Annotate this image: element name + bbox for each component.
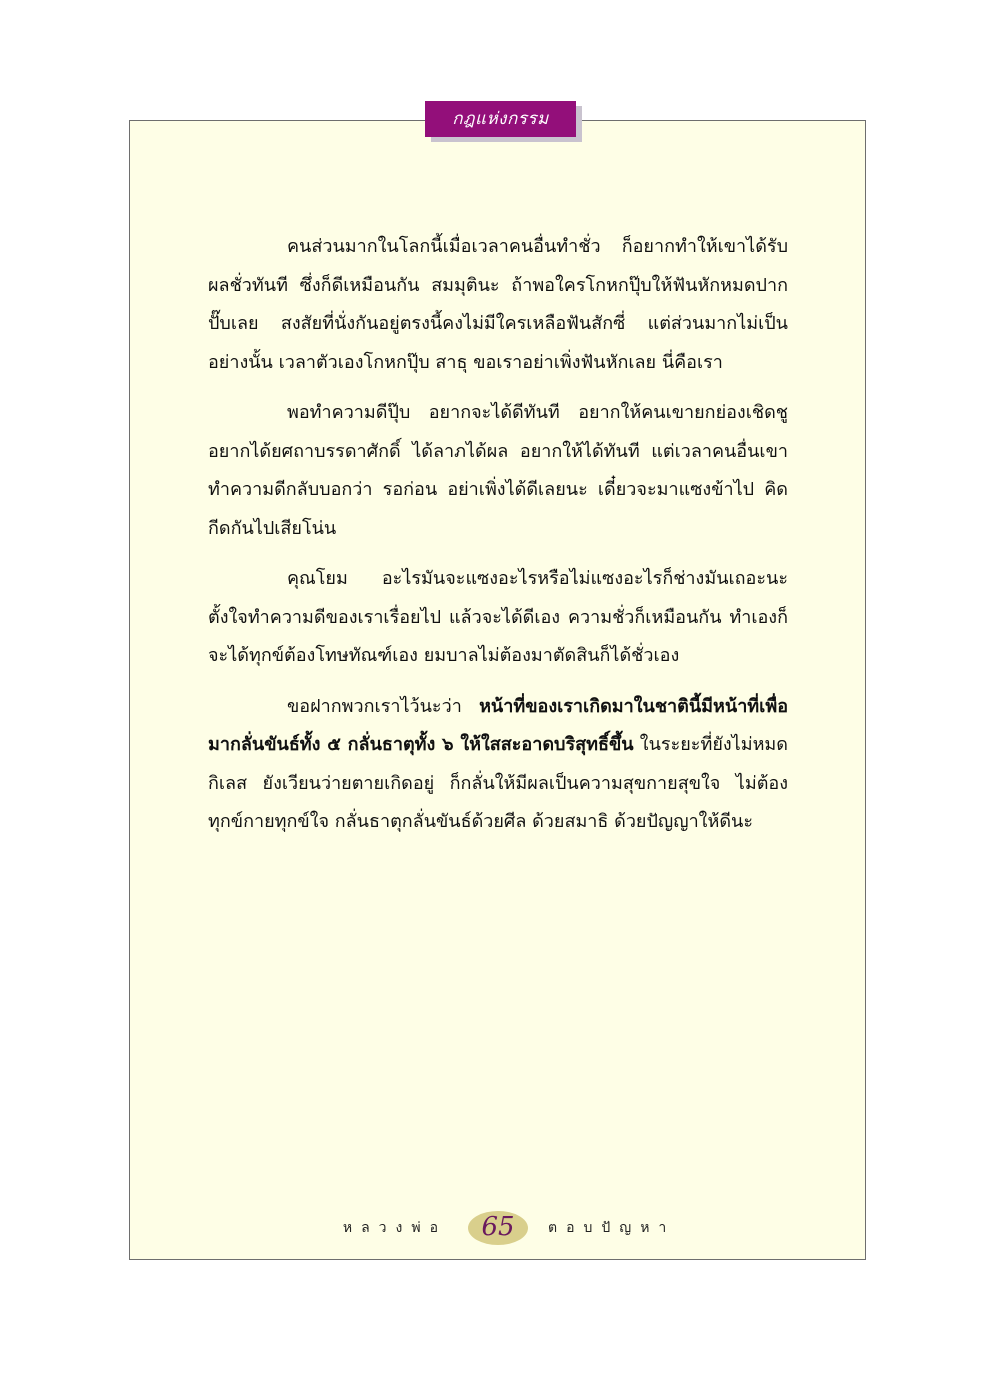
paragraph-4-rest: ในระยะที่ยังไม่หมดกิเลส ยังเวียนว่ายตายเกิดอยู่ ก็กลั่นให้มีผลเป็นความสุขกายสุขใจ ไม่ต้องทุกข์กายทุกข์ใจ กลั่นธาตุกลั่นขันธ์ด้วยศีล ด้วยสมาธิ ด้วยปัญญาให้ดีนะ xyxy=(208,734,788,832)
paragraph-1: คนส่วนมากในโลกนี้เมื่อเวลาคนอื่นทำชั่ว ก็อยากทำให้เขาได้รับผลชั่วทันที ซึ่งก็ดีเหมือนกัน สมมุตินะ ถ้าพอใครโกหกปุ๊บให้ฟันหักหมดปากปั๊บเลย สงสัยที่นั่งกันอยู่ตรงนี้คงไม่มีใครเหลือฟันสักซี่ แต่ส่วนมากไม่เป็นอย่างนั้น เวลาตัวเองโกหกปุ๊บ สาธุ ขอเราอย่าเพิ่งฟันหักเลย นี่คือเรา xyxy=(208,236,788,373)
footer-book-title-right: ตอบปัญหา xyxy=(548,1220,676,1236)
page-footer xyxy=(0,1209,1000,1249)
paragraph-3: คุณโยม อะไรมันจะแซงอะไรหรือไม่แซงอะไรก็ช่างมันเถอะนะ ตั้งใจทำความดีของเราเรื่อยไป แล้วจะได้ดีเอง ความชั่วก็เหมือนกัน ทำเองก็จะได้ทุกข์ต้องโทษทัณฑ์เอง ยมบาลไม่ต้องมาตัดสินก็ได้ชั่วเอง xyxy=(208,568,788,666)
body-text xyxy=(208,228,788,854)
chapter-title: กฎแห่งกรรม xyxy=(425,101,576,137)
page-number: 65 xyxy=(481,1212,515,1242)
footer-book-title-left: หลวงพ่อ xyxy=(342,1220,447,1236)
paragraph-4-emphasis: หน้าที่ของเราเกิดมาในชาตินี้มีหน้าที่เพื่อมากลั่นขันธ์ทั้ง ๕ กลั่นธาตุทั้ง ๖ ให้ใสสะอาดบริสุทธิ์ขึ้น xyxy=(208,695,788,755)
paragraph-4 xyxy=(208,688,788,842)
paragraph-2: พอทำความดีปุ๊บ อยากจะได้ดีทันที อยากให้คนเขายกย่องเชิดชู อยากได้ยศถาบรรดาศักดิ์ ได้ลาภได้ผล อยากให้ได้ทันที แต่เวลาคนอื่นเขาทำความดีกลับบอกว่า รอก่อน อย่าเพิ่งได้ดีเลยนะ เดี๋ยวจะมาแซงข้าไป คิดกีดกันไปเสียโน่น xyxy=(208,402,788,539)
paragraph-4-intro: ขอฝากพวกเราไว้นะว่า xyxy=(287,695,480,717)
